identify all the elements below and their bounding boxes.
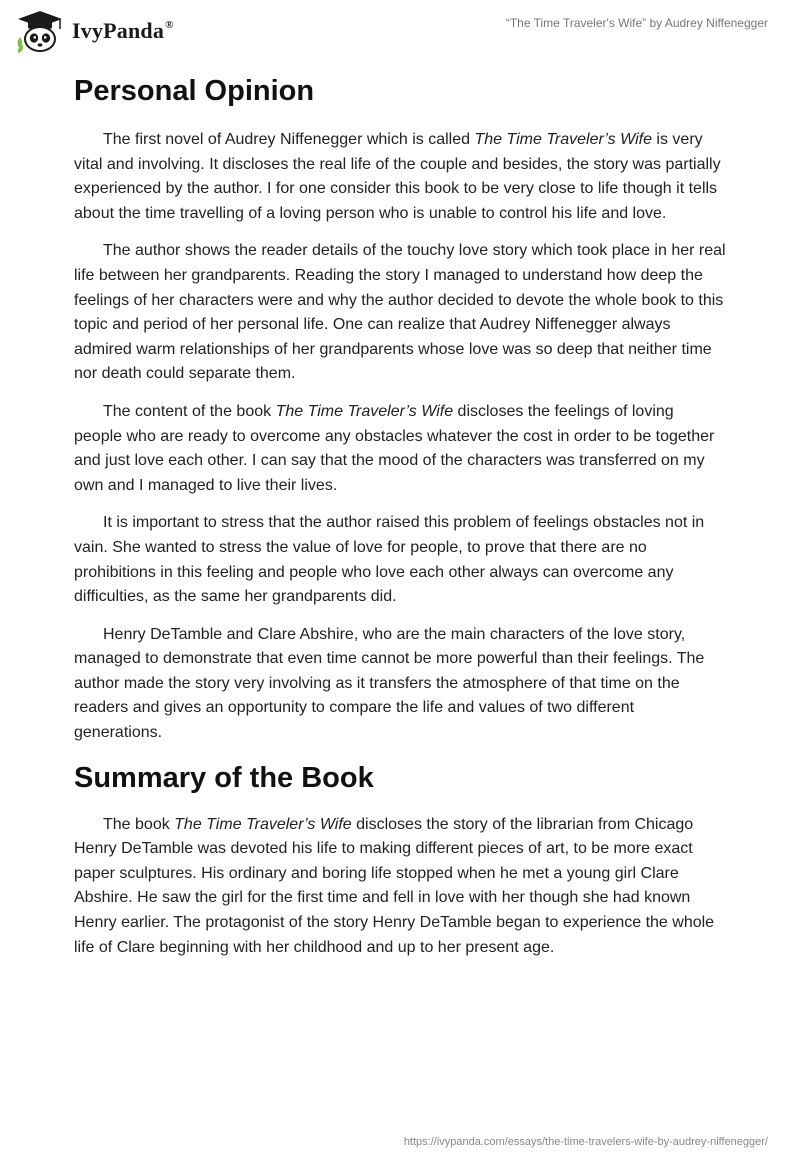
paragraph: Henry DeTamble and Clare Abshire, who are the main characters of the love story, managed to demonstrate that even time cannot be more powerful than their feelings. The author made the story very involving as it transfers the atmosphere of that time on the readers and gives an opportunity to compare the life and values of two different generations.: [74, 625, 705, 742]
section-heading-personal-opinion: Personal Opinion: [74, 75, 315, 107]
page-header: [0, 0, 800, 60]
paragraph: The content of the book The Time Traveler’s Wife discloses the feelings of loving people who are ready to overcome any obstacles whatever the cost in order to be together and just love each other. I can say that the mood of the characters was transferred on my own and I managed to live their lives.: [74, 402, 715, 494]
section-heading-summary: Summary of the Book: [74, 761, 374, 794]
book-title: The Time Traveler’s Wife: [474, 131, 652, 148]
source-url-link[interactable]: https://ivypanda.com/essays/the-time-travelers-wife-by-audrey-niffenegger/: [403, 1136, 768, 1148]
book-title: The Time Traveler’s Wife: [275, 402, 454, 420]
brand-name: IvyPanda®: [72, 18, 174, 43]
paragraph: The first novel of Audrey Niffenegger which is called The Time Traveler’s Wife is very vital and involving. It discloses the real life of the couple and besides, the story was partially experienced by the author. I for one consider this book to be very close to life though it tells about the time travelling of a loving person who is unable to control his life and love.: [74, 131, 721, 222]
essay-content: [74, 72, 726, 973]
ivypanda-logo[interactable]: [14, 9, 174, 53]
paragraph: It is important to stress that the author raised this problem of feelings obstacles not in vain. She wanted to stress the value of love for people, to prove that there are no prohibitions in this feeling and people who love each other always can overcome any difficulties, as the same her grandparents did.: [74, 514, 705, 606]
panda-logo-icon: [14, 9, 66, 53]
paragraph: The author shows the reader details of the touchy love story which took place in her real life between her grandparents. Reading the story I managed to understand how deep the feelings of her characters were and why the author decided to devote the whole book to this topic and period of her personal life. One can realize that Audrey Niffenegger always admired warm relationships of her grandparents whose love was so deep that neither time nor death could separate them.: [74, 242, 726, 383]
paragraph: The book The Time Traveler’s Wife discloses the story of the librarian from Chicago Henry DeTamble was devoted his life to making different pieces of art, to be more exact paper sculptures. His ordinary and boring life stopped when he met a young girl Clare Abshire. He saw the girl for the first time and fell in love with her though she had known Henry earlier. The protagonist of the story Henry DeTamble began to experience the whole life of Clare beginning with her childhood and up to her present age.: [74, 815, 715, 956]
book-title: The Time Traveler’s Wife: [174, 815, 352, 833]
document-title: “The Time Traveler's Wife” by Audrey Niffenegger: [505, 16, 768, 30]
